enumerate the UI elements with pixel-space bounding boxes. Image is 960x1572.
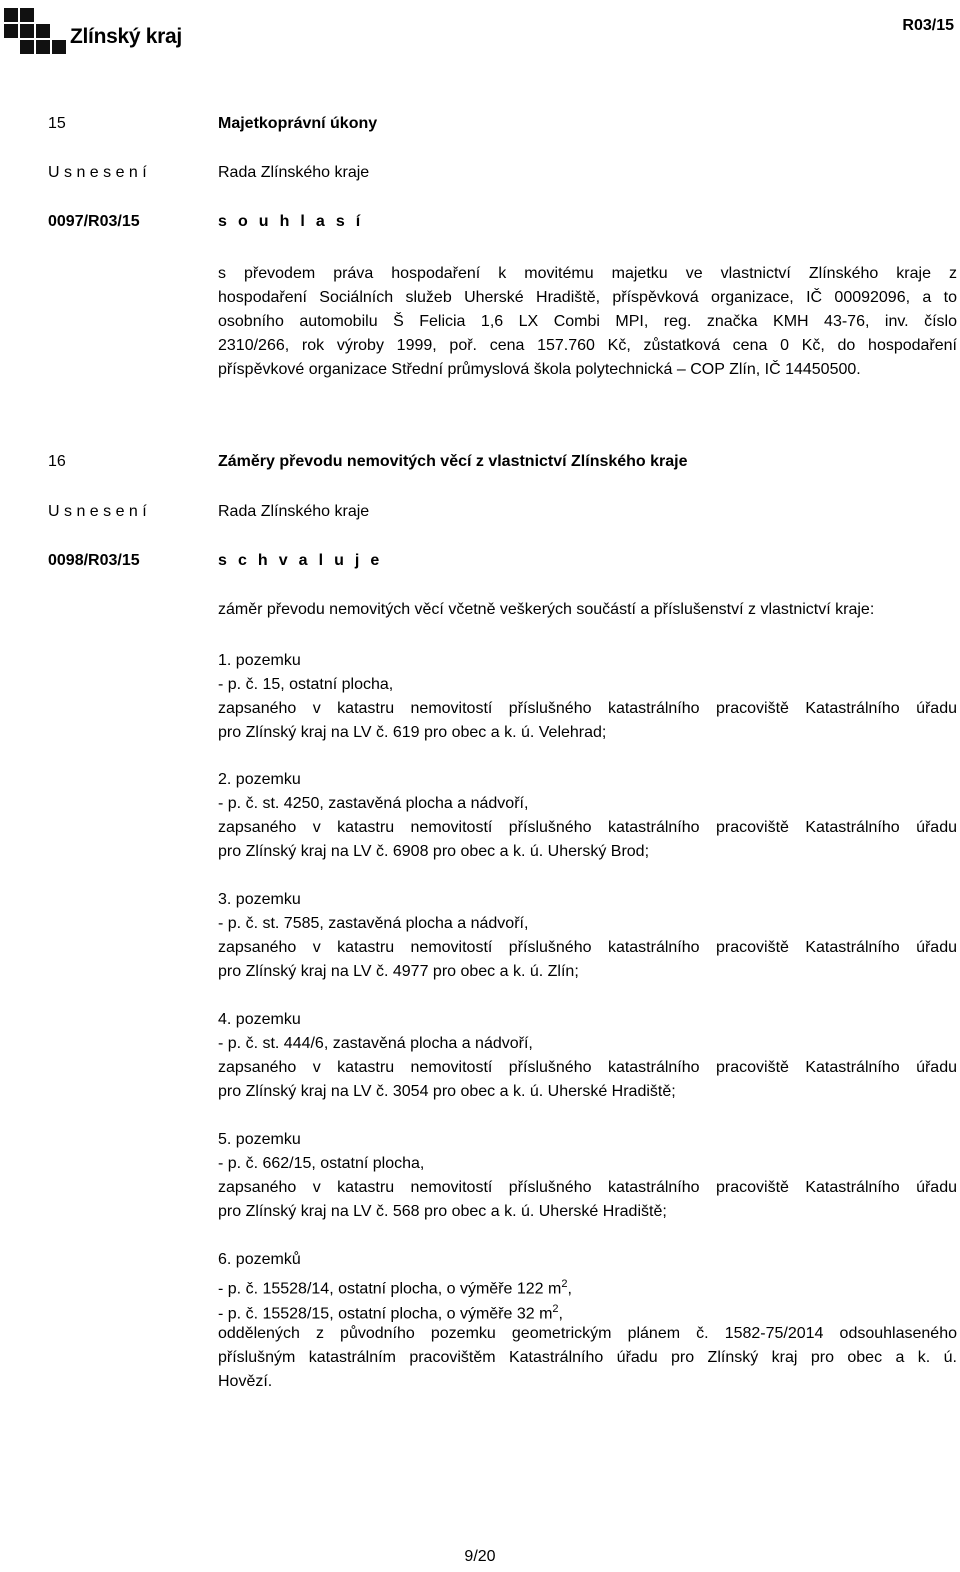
page-header <box>0 0 960 60</box>
superscript: 2 <box>552 1303 559 1315</box>
plot-entry <box>218 888 957 984</box>
plot-line-suffix: , <box>558 1305 563 1323</box>
resolution-verb: s c h v a l u j e <box>218 552 383 569</box>
text-line: 2310/266, rok výroby 1999, poř. cena 157.760 Kč, zůstatková cena 0 Kč, do hospodaření <box>218 337 957 354</box>
resolution-body: Rada Zlínského kraje <box>218 164 370 181</box>
plot-line: pro Zlínský kraj na LV č. 568 pro obec a k. ú. Uherské Hradiště; <box>218 1203 667 1220</box>
plot-line: zapsaného v katastru nemovitostí příslušného katastrálního pracoviště Katastrálního úřadu <box>218 1059 957 1076</box>
text-line: s převodem práva hospodaření k movitému majetku ve vlastnictví Zlínského kraje z <box>218 265 957 282</box>
resolution-verb: s o u h l a s í <box>218 213 364 230</box>
resolution-label: U s n e s e n í <box>48 164 147 181</box>
plot-line-text: - p. č. 15528/15, ostatní plocha, o výměře 32 m <box>218 1305 553 1323</box>
plot-line: - p. č. 662/15, ostatní plocha, <box>218 1155 425 1172</box>
text-line: osobního automobilu Š Felicia 1,6 LX Combi MPI, reg. značka KMH 43-76, inv. číslo <box>218 313 957 330</box>
resolution-intro: záměr převodu nemovitých věcí včetně veškerých součástí a příslušenství z vlastnictví kraje: <box>218 601 875 618</box>
item-number: 15 <box>48 115 66 132</box>
plot-line: pro Zlínský kraj na LV č. 619 pro obec a k. ú. Velehrad; <box>218 724 607 741</box>
plot-heading: 1. pozemku <box>218 652 301 669</box>
plot-line <box>218 1272 957 1297</box>
resolution-label: U s n e s e n í <box>48 503 147 520</box>
plot-line: příslušným katastrálním pracovištěm Katastrálního úřadu pro Zlínský kraj pro obec a k. ú. <box>218 1349 957 1366</box>
plot-entry <box>218 649 957 745</box>
page-number: 9/20 <box>464 1548 496 1565</box>
logo-mark-icon <box>4 8 68 54</box>
plot-heading: 4. pozemku <box>218 1011 301 1028</box>
resolution-number: 0097/R03/15 <box>48 213 140 230</box>
item-number: 16 <box>48 453 66 470</box>
plot-line: zapsaného v katastru nemovitostí příslušného katastrálního pracoviště Katastrálního úřadu <box>218 819 957 836</box>
plot-line: zapsaného v katastru nemovitostí příslušného katastrálního pracoviště Katastrálního úřadu <box>218 700 957 717</box>
text-line: příspěvkové organizace Střední průmyslová škola polytechnická – COP Zlín, IČ 14450500. <box>218 361 861 378</box>
item-title: Záměry převodu nemovitých věcí z vlastnictví Zlínského kraje <box>218 453 688 470</box>
plot-heading: 3. pozemku <box>218 891 301 908</box>
superscript: 2 <box>561 1278 568 1290</box>
plot-line-suffix: , <box>567 1280 572 1298</box>
document-id: R03/15 <box>902 17 954 34</box>
plot-entry <box>218 1128 957 1224</box>
plot-line: zapsaného v katastru nemovitostí příslušného katastrálního pracoviště Katastrálního úřadu <box>218 939 957 956</box>
plot-line: oddělených z původního pozemku geometrickým plánem č. 1582-75/2014 odsouhlaseného <box>218 1325 957 1342</box>
plot-heading: 2. pozemku <box>218 771 301 788</box>
resolution-number: 0098/R03/15 <box>48 552 140 569</box>
resolution-body: Rada Zlínského kraje <box>218 503 370 520</box>
plot-line: - p. č. st. 4250, zastavěná plocha a nádvoří, <box>218 795 529 812</box>
plot-entry <box>218 1248 957 1394</box>
resolution-text <box>218 262 957 382</box>
item-title: Majetkoprávní úkony <box>218 115 378 132</box>
plot-line: pro Zlínský kraj na LV č. 4977 pro obec a k. ú. Zlín; <box>218 963 579 980</box>
plot-entry <box>218 768 957 864</box>
plot-line: - p. č. st. 444/6, zastavěná plocha a nádvoří, <box>218 1035 533 1052</box>
plot-line: Hovězí. <box>218 1373 273 1390</box>
plot-line: zapsaného v katastru nemovitostí příslušného katastrálního pracoviště Katastrálního úřadu <box>218 1179 957 1196</box>
plot-entry <box>218 1008 957 1104</box>
logo-text: Zlínský kraj <box>70 25 182 48</box>
plot-heading: 5. pozemku <box>218 1131 301 1148</box>
text-line: hospodaření Sociálních služeb Uherské Hradiště, příspěvková organizace, IČ 00092096, a to <box>218 289 957 306</box>
plot-heading: 6. pozemků <box>218 1251 301 1268</box>
plot-line-text: - p. č. 15528/14, ostatní plocha, o výměře 122 m <box>218 1280 562 1298</box>
plot-line <box>218 1297 957 1322</box>
plot-line: - p. č. 15, ostatní plocha, <box>218 676 394 693</box>
plot-line: pro Zlínský kraj na LV č. 3054 pro obec a k. ú. Uherské Hradiště; <box>218 1083 676 1100</box>
plot-line: - p. č. st. 7585, zastavěná plocha a nádvoří, <box>218 915 529 932</box>
plot-line: pro Zlínský kraj na LV č. 6908 pro obec a k. ú. Uherský Brod; <box>218 843 650 860</box>
